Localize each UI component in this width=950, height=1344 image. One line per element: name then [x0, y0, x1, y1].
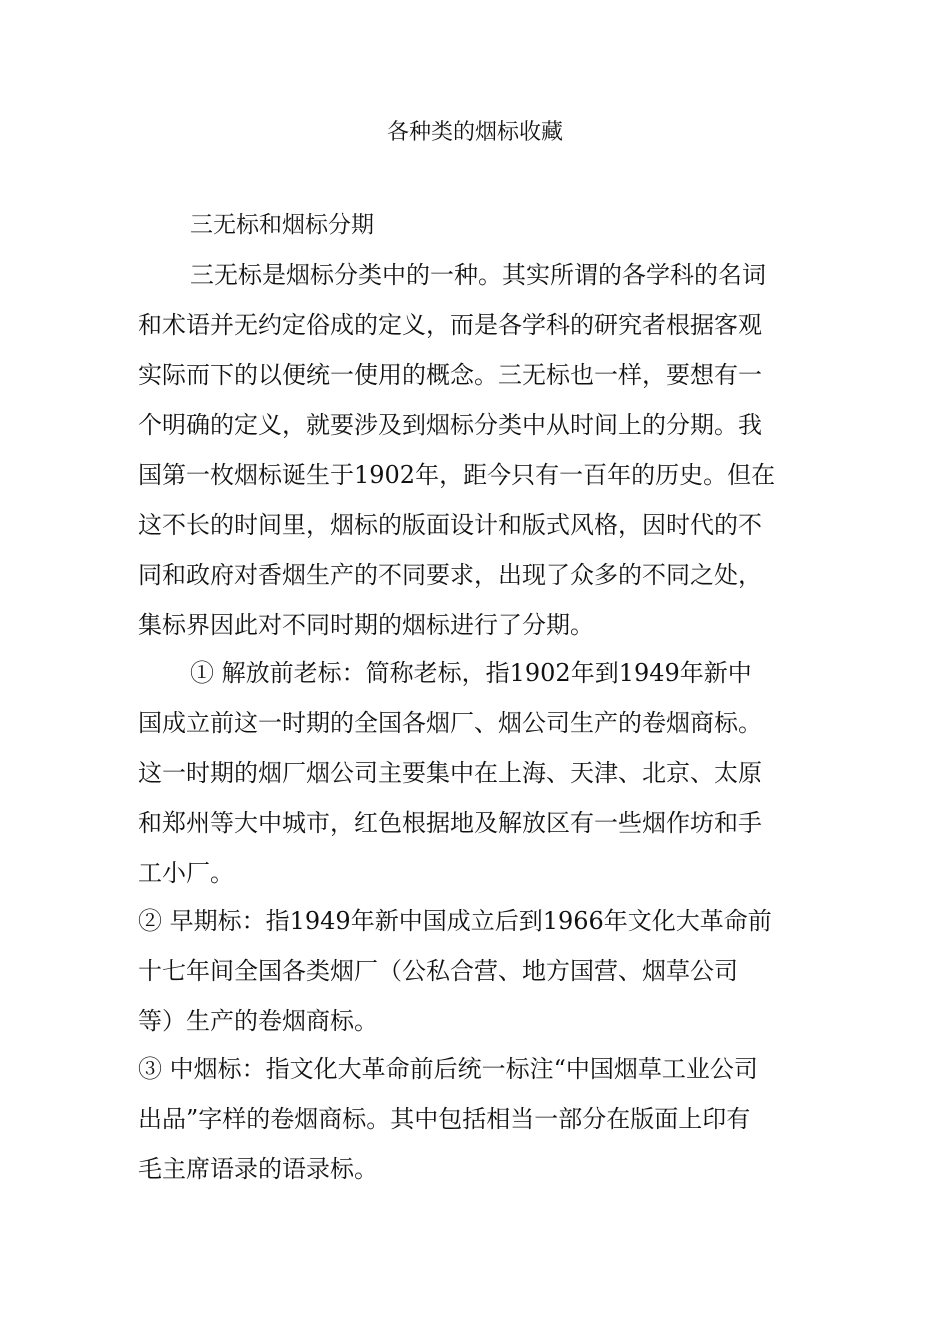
- paragraph-line: 国第一枚烟标诞生于1902年，距今只有一百年的历史。但在: [138, 461, 776, 489]
- list-item-line: 出品”字样的卷烟商标。其中包括相当一部分在版面上印有: [138, 1105, 751, 1133]
- paragraph-line: 个明确的定义，就要涉及到烟标分类中从时间上的分期。我: [138, 411, 762, 439]
- paragraph-line: 这不长的时间里，烟标的版面设计和版式风格，因时代的不: [138, 511, 762, 539]
- list-item-line: 和郑州等大中城市，红色根据地及解放区有一些烟作坊和手: [138, 809, 762, 837]
- paragraph-line: 和术语并无约定俗成的定义，而是各学科的研究者根据客观: [138, 311, 762, 339]
- paragraph-line: 实际而下的以便统一使用的概念。三无标也一样，要想有一: [138, 361, 762, 389]
- list-item-line: 等）生产的卷烟商标。: [138, 1007, 378, 1035]
- list-item-line: ① 解放前老标：简称老标，指1902年到1949年新中: [190, 659, 752, 687]
- section-heading: 三无标和烟标分期: [190, 212, 374, 238]
- list-item-line: 工小厂。: [138, 859, 234, 887]
- paragraph-line: 集标界因此对不同时期的烟标进行了分期。: [138, 611, 594, 639]
- paragraph-line: 同和政府对香烟生产的不同要求，出现了众多的不同之处，: [138, 561, 762, 589]
- list-item-line: ② 早期标：指1949年新中国成立后到1966年文化大革命前: [138, 907, 772, 935]
- list-item-line: 国成立前这一时期的全国各烟厂、烟公司生产的卷烟商标。: [138, 709, 762, 737]
- list-item-line: ③ 中烟标：指文化大革命前后统一标注“中国烟草工业公司: [138, 1055, 758, 1083]
- paragraph-line: 三无标是烟标分类中的一种。其实所谓的各学科的名词: [190, 261, 766, 289]
- document-title: 各种类的烟标收藏: [386, 120, 563, 145]
- list-item-line: 这一时期的烟厂烟公司主要集中在上海、天津、北京、太原: [138, 759, 762, 787]
- list-item-line: 毛主席语录的语录标。: [138, 1155, 378, 1183]
- list-item-line: 十七年间全国各类烟厂（公私合营、地方国营、烟草公司: [138, 957, 738, 985]
